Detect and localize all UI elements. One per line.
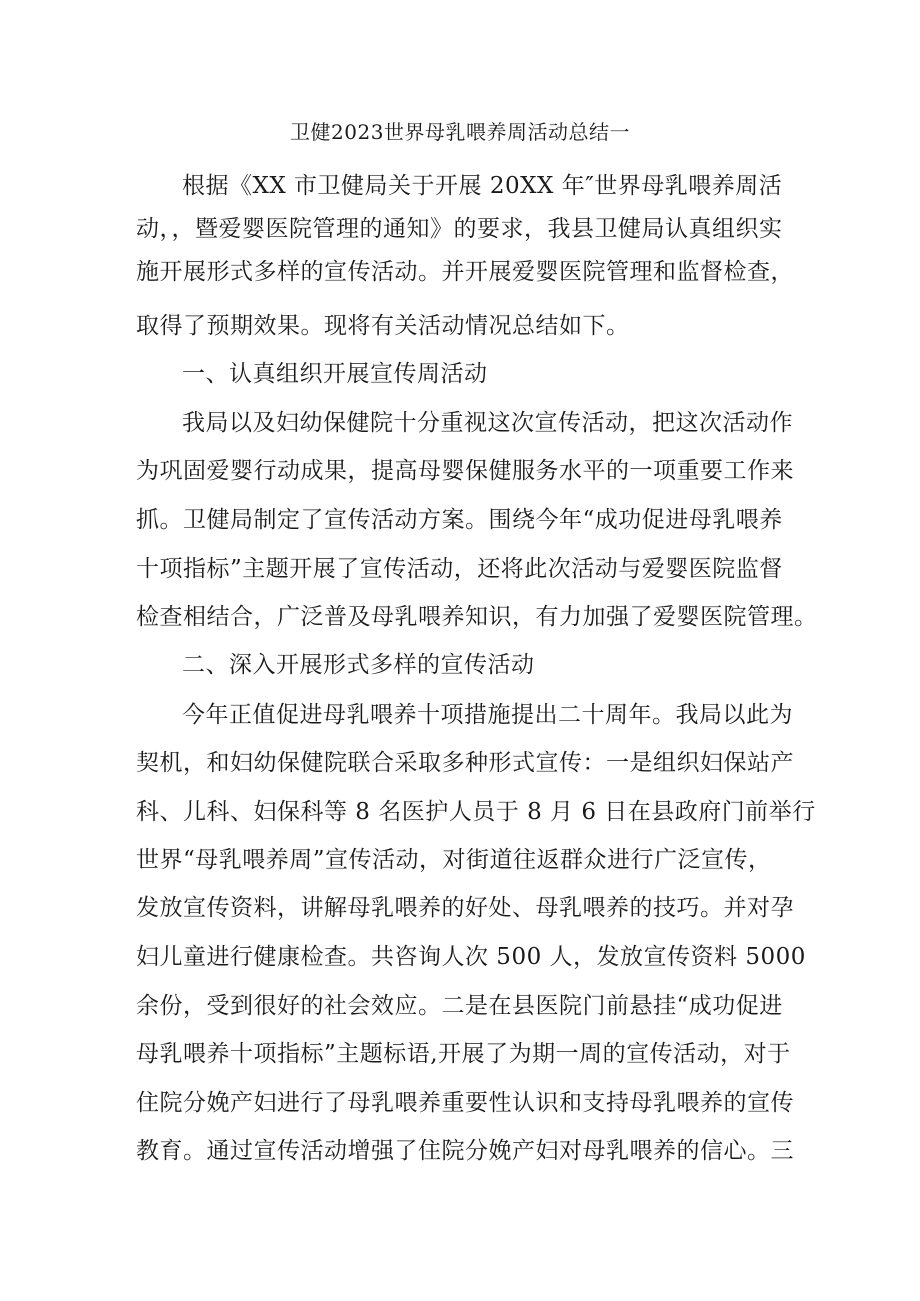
paragraph-line: 今年正值促进母乳喂养十项措施提出二十周年。我局以此为 xyxy=(182,702,793,728)
paragraph-line: 十项指标”主题开展了宣传活动，还将此次活动与爱婴医院监督 xyxy=(136,556,783,582)
paragraph-line: 住院分娩产妇进行了母乳喂养重要性认识和支持母乳喂养的宣传 xyxy=(136,1090,794,1116)
paragraph-line: 妇儿童进行健康检查。共咨询人次 500 人，发放宣传资料 5000 xyxy=(136,944,806,970)
paragraph-line: 余份，受到很好的社会效应。二是在县医院门前悬挂“成功促进 xyxy=(136,993,783,1019)
paragraph-line: 动，，暨爱婴医院管理的通知》的要求，我县卫健局认真组织实 xyxy=(136,216,783,242)
document-title: 卫健2023世界母乳喂养周活动总结一 xyxy=(290,120,630,144)
paragraph-line: 教育。通过宣传活动增强了住院分娩产妇对母乳喂养的信心。三 xyxy=(136,1138,794,1164)
paragraph-line: 抓。卫健局制定了宣传活动方案。围绕今年“成功促进母乳喂养 xyxy=(136,507,783,533)
paragraph-line: 世界“母乳喂养周”宣传活动，对街道往返群众进行广泛宣传， xyxy=(136,847,772,873)
paragraph-line: 检查相结合，广泛普及母乳喂养知识，有力加强了爱婴医院管理。 xyxy=(136,604,818,630)
paragraph-line: 发放宣传资料，讲解母乳喂养的好处、母乳喂养的技巧。并对孕 xyxy=(136,895,794,921)
paragraph-line: 为巩固爱婴行动成果，提高母婴保健服务水平的一项重要工作来 xyxy=(136,458,794,484)
section-heading: 一、认真组织开展宣传周活动 xyxy=(182,361,488,387)
paragraph-line: 取得了预期效果。现将有关活动情况总结如下。 xyxy=(136,313,630,339)
paragraph-line: 契机，和妇幼保健院联合采取多种形式宣传：一是组织妇保站产 xyxy=(136,750,794,776)
paragraph-line: 施开展形式多样的宣传活动。并开展爱婴医院管理和监督检查， xyxy=(136,259,794,285)
section-heading: 二、深入开展形式多样的宣传活动 xyxy=(182,652,535,678)
paragraph-line: 我局以及妇幼保健院十分重视这次宣传活动，把这次活动作 xyxy=(182,410,793,436)
paragraph-line: 母乳喂养十项指标”主题标语,开展了为期一周的宣传活动，对于 xyxy=(136,1041,791,1067)
paragraph-line: 根据《XX 市卫健局关于开展 20XX 年″世界母乳喂养周活 xyxy=(182,173,783,199)
paragraph-line: 科、儿科、妇保科等 8 名医护人员于 8 月 6 日在县政府门前举行 xyxy=(136,799,816,825)
